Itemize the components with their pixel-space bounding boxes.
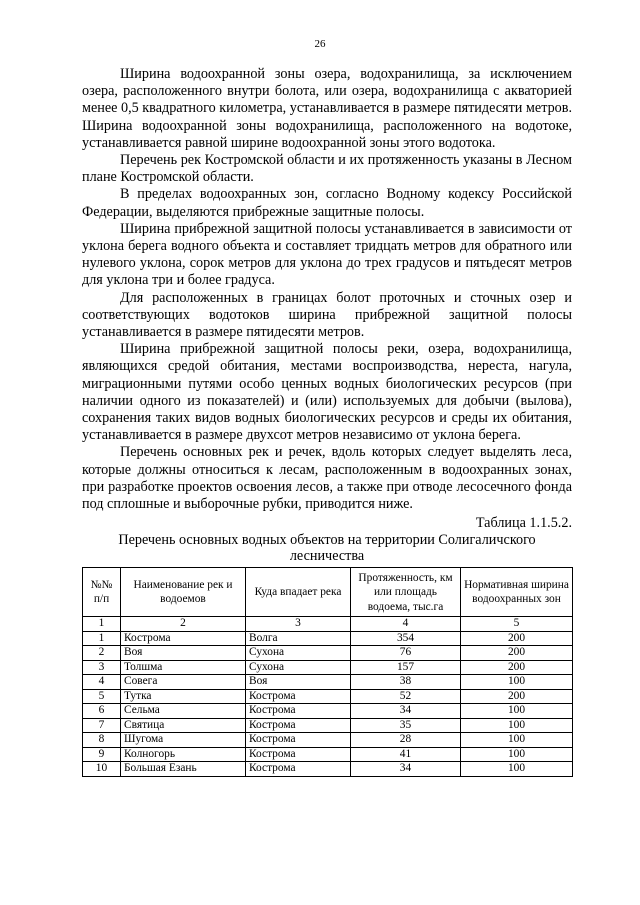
paragraph: Для расположенных в границах болот проточных и сточных озер и соответствующих водотоков ширина прибрежной защитной полосы устанавливается в размере пятидесяти метров. — [82, 289, 572, 341]
column-number: 2 — [121, 617, 246, 631]
header-outflow: Куда впадает река — [246, 568, 351, 617]
cell-number: 6 — [83, 704, 121, 719]
table-title: Перечень основных водных объектов на территории Солигаличского лесничества — [118, 532, 536, 565]
cell-name: Совега — [121, 675, 246, 690]
cell-number: 9 — [83, 747, 121, 762]
cell-number: 3 — [83, 660, 121, 675]
cell-outflow: Кострома — [246, 689, 351, 704]
cell-name: Святица — [121, 718, 246, 733]
cell-outflow: Кострома — [246, 733, 351, 748]
cell-zone-width: 100 — [461, 762, 573, 777]
header-length: Протяженность, км или площадь водоема, тыс.га — [351, 568, 461, 617]
column-number: 3 — [246, 617, 351, 631]
cell-length: 34 — [351, 762, 461, 777]
table-row — [83, 747, 573, 762]
cell-zone-width: 200 — [461, 689, 573, 704]
cell-length: 52 — [351, 689, 461, 704]
cell-length: 157 — [351, 660, 461, 675]
cell-zone-width: 100 — [461, 675, 573, 690]
cell-number: 4 — [83, 675, 121, 690]
table-row — [83, 631, 573, 646]
cell-outflow: Сухона — [246, 660, 351, 675]
table-row — [83, 689, 573, 704]
cell-number: 1 — [83, 631, 121, 646]
cell-name: Колногорь — [121, 747, 246, 762]
table-row — [83, 704, 573, 719]
table-column-numbers — [83, 617, 573, 631]
table-row — [83, 718, 573, 733]
page-number: 26 — [314, 38, 326, 50]
table-caption: Таблица 1.1.5.2. — [475, 515, 572, 532]
cell-name: Шугома — [121, 733, 246, 748]
cell-outflow: Воя — [246, 675, 351, 690]
cell-length: 354 — [351, 631, 461, 646]
cell-length: 35 — [351, 718, 461, 733]
cell-name: Сельма — [121, 704, 246, 719]
column-number: 5 — [461, 617, 573, 631]
cell-length: 41 — [351, 747, 461, 762]
header-name: Наименование рек и водоемов — [121, 568, 246, 617]
paragraph: В пределах водоохранных зон, согласно Водному кодексу Российской Федерации, выделяются прибрежные защитные полосы. — [82, 186, 572, 220]
header-number: №№ п/п — [83, 568, 121, 617]
paragraph: Ширина прибрежной защитной полосы реки, озера, водохранилища, являющихся средой обитания, местами воспроизводства, нереста, нагула, миграционными путями особо ценных водных биологических ресурсов (при наличии одного из показателей) и (или) используемых для добычи (вылова), сохранения таких видов водных биологических ресурсов и среды их обитания, устанавливается в размере двухсот метров независимо от уклона берега. — [82, 341, 572, 444]
cell-zone-width: 100 — [461, 718, 573, 733]
cell-number: 7 — [83, 718, 121, 733]
cell-number: 10 — [83, 762, 121, 777]
cell-outflow: Кострома — [246, 747, 351, 762]
cell-number: 5 — [83, 689, 121, 704]
table-row — [83, 762, 573, 777]
cell-name: Воя — [121, 646, 246, 661]
column-number: 1 — [83, 617, 121, 631]
table-body — [83, 631, 573, 776]
cell-name: Толшма — [121, 660, 246, 675]
cell-name: Тутка — [121, 689, 246, 704]
body-text — [82, 66, 572, 777]
paragraph: Ширина прибрежной защитной полосы устанавливается в зависимости от уклона берега водного объекта и составляет тридцать метров для обратного или нулевого уклона, сорок метров для уклона до трех градусов и пятьдесят метров для уклона три и более градуса. — [82, 220, 572, 289]
cell-length: 38 — [351, 675, 461, 690]
header-zone-width: Нормативная ширина водоохранных зон — [461, 568, 573, 617]
cell-outflow: Кострома — [246, 762, 351, 777]
paragraph: Перечень рек Костромской области и их протяженность указаны в Лесном плане Костромской области. — [82, 152, 572, 186]
table-row — [83, 733, 573, 748]
cell-number: 2 — [83, 646, 121, 661]
water-bodies-table — [82, 567, 573, 776]
cell-outflow: Волга — [246, 631, 351, 646]
cell-outflow: Сухона — [246, 646, 351, 661]
cell-length: 76 — [351, 646, 461, 661]
cell-number: 8 — [83, 733, 121, 748]
paragraph: Ширина водоохранной зоны озера, водохранилища, за исключением озера, расположенного внутри болота, или озера, водохранилища с акваторией менее 0,5 квадратного километра, устанавливается в размере пятидесяти метров. Ширина водоохранной зоны водохранилища, расположенного на водотоке, устанавливается равной ширине водоохранной зоны этого водотока. — [82, 66, 573, 151]
column-number: 4 — [351, 617, 461, 631]
cell-zone-width: 200 — [461, 631, 573, 646]
cell-zone-width: 100 — [461, 747, 573, 762]
cell-outflow: Кострома — [246, 718, 351, 733]
cell-length: 34 — [351, 704, 461, 719]
table-row — [83, 660, 573, 675]
cell-name: Большая Езань — [121, 762, 246, 777]
cell-zone-width: 100 — [461, 704, 573, 719]
cell-zone-width: 100 — [461, 733, 573, 748]
cell-length: 28 — [351, 733, 461, 748]
cell-zone-width: 200 — [461, 660, 573, 675]
cell-name: Кострома — [121, 631, 246, 646]
table-header-row — [83, 568, 573, 617]
paragraph: Перечень основных рек и речек, вдоль которых следует выделять леса, которые должны относиться к лесам, расположенным в водоохранных зонах, при разработке проектов освоения лесов, а также при отводе лесосечного фонда под сплошные и выборочные рубки, приводится ниже. — [82, 444, 572, 513]
cell-outflow: Кострома — [246, 704, 351, 719]
table-row — [83, 646, 573, 661]
table-row — [83, 675, 573, 690]
cell-zone-width: 200 — [461, 646, 573, 661]
